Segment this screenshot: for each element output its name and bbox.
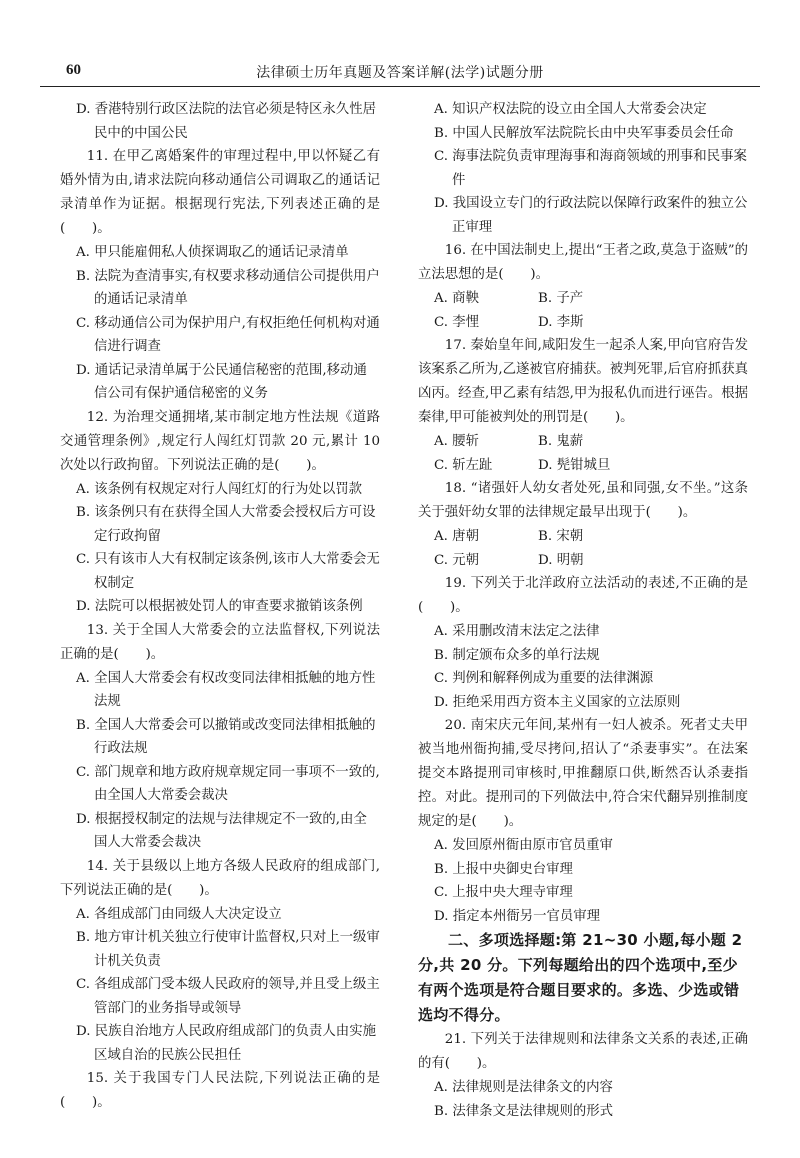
answer-option: B. 鬼薪 <box>538 434 584 449</box>
answer-option: B. 该条例只有在获得全国人大常委会授权后方可设定行政拘留 <box>76 505 376 544</box>
answer-option: D. 明朝 <box>538 552 584 568</box>
answer-option: B. 地方审计机关独立行使审计监督权,只对上一级审计机关负责 <box>76 930 380 969</box>
option-pair <box>418 525 748 549</box>
question-stem: 18. “诸强奸人幼女者处死,虽和同强,女不坐。”这条关于强奸幼女罪的法律规定最早出现于( )。 <box>418 481 748 520</box>
answer-option: A. 各组成部门由同级人大决定设立 <box>76 906 282 922</box>
option-pair <box>418 430 748 454</box>
answer-option: A. 知识产权法院的设立由全国人大常委会决定 <box>434 102 707 117</box>
answer-option: B. 子产 <box>538 291 584 306</box>
left-column <box>60 98 380 1115</box>
answer-option: A. 腰斩 <box>434 434 479 449</box>
answer-option: B. 制定颁布众多的单行法规 <box>434 647 600 663</box>
answer-option: B. 宋朝 <box>538 529 584 544</box>
answer-option: C. 上报中央大理寺审理 <box>434 885 573 900</box>
question-stem: 19. 下列关于北洋政府立法活动的表述,不正确的是( )。 <box>418 576 748 615</box>
option-pair <box>418 549 748 573</box>
answer-option: A. 全国人大常委会有权改变同法律相抵触的地方性法规 <box>76 670 376 709</box>
answer-option: B. 上报中央御史台审理 <box>434 861 573 877</box>
question-stem: 14. 关于县级以上地方各级人民政府的组成部门,下列说法正确的是( )。 <box>60 858 380 898</box>
option-pair <box>418 311 748 335</box>
answer-option: A. 商鞅 <box>434 291 479 306</box>
answer-option: C. 只有该市人大有权制定该条例,该市人大常委会无权制定 <box>76 552 380 591</box>
answer-option: D. 根据授权制定的法规与法律规定不一致的,由全国人大常委会裁决 <box>76 811 367 850</box>
question-stem: 20. 南宋庆元年间,某州有一妇人被杀。死者丈夫甲被当地州衙拘捕,受尽拷问,招认了“杀妻事实”。在法案提交本路提刑司审核时,甲推翻原口供,断然否认杀妻指控。对此。提刑司的下列做法中,符合宋代翻异别推制度规定的是( )。 <box>418 718 748 829</box>
option-pair <box>418 454 748 478</box>
answer-option: C. 海事法院负责审理海事和海商领域的刑事和民事案件 <box>434 149 747 188</box>
question-stem: 12. 为治理交通拥堵,某市制定地方性法规《道路交通管理条例》,规定行人闯红灯罚款 20 元,累计 10 次处以行政拘留。下列说法正确的是( )。 <box>60 409 380 473</box>
answer-option: B. 全国人大常委会可以撤销或改变同法律相抵触的行政法规 <box>76 717 376 756</box>
answer-option: D. 拒绝采用西方资本主义国家的立法原则 <box>434 694 681 710</box>
answer-option: A. 发回原州衙由原市官员重审 <box>434 838 613 853</box>
answer-option: B. 中国人民解放军法院院长由中央军事委员会任命 <box>434 125 734 141</box>
page-header <box>40 50 760 87</box>
answer-option: A. 甲只能雇佣私人侦探调取乙的通话记录清单 <box>76 245 349 260</box>
answer-option: D. 通话记录清单属于公民通信秘密的范围,移动通信公司有保护通信秘密的义务 <box>76 362 367 401</box>
answer-option: A. 法律规则是法律条文的内容 <box>434 1080 613 1095</box>
question-stem: 17. 秦始皇年间,咸阳发生一起杀人案,甲向官府告发该案系乙所为,乙遂被官府捕获。被判死罪,后官府抓获真凶丙。经查,甲乙素有结怨,甲为报私仇而进行诬告。根据秦律,甲可能被判处的刑罚是( )。 <box>418 338 748 425</box>
question-stem: 21. 下列关于法律规则和法律条文关系的表述,正确的有( )。 <box>418 1032 748 1071</box>
answer-option: C. 各组成部门受本级人民政府的领导,并且受上级主管部门的业务指导或领导 <box>76 977 380 1016</box>
answer-option: D. 香港特别行政区法院的法官必须是特区永久性居民中的中国公民 <box>76 102 376 141</box>
section-heading: 二、多项选择题:第 21~30 小题,每小题 2 分,共 20 分。下列每题给出的四个选项中,至少有两个选项是符合题目要求的。多选、少选或错选均不得分。 <box>418 931 743 1024</box>
answer-option: B. 法院为查清事实,有权要求移动通信公司提供用户的通话记录清单 <box>76 268 380 307</box>
answer-option: A. 唐朝 <box>434 529 479 544</box>
question-stem: 13. 关于全国人大常委会的立法监督权,下列说法正确的是( )。 <box>60 622 380 662</box>
answer-option: C. 李悝 <box>434 314 480 330</box>
answer-option: D. 髡钳城旦 <box>538 457 611 473</box>
question-stem: 16. 在中国法制史上,提出“王者之政,莫急于盗贼”的立法思想的是( )。 <box>418 243 748 282</box>
right-column <box>418 98 748 1123</box>
option-pair <box>418 287 748 311</box>
answer-option: C. 判例和解释例成为重要的法律渊源 <box>434 671 654 686</box>
answer-option: D. 李斯 <box>538 314 584 330</box>
book-title: 法律硕士历年真题及答案详解(法学)试题分册 <box>256 65 544 81</box>
answer-option: C. 部门规章和地方政府规章规定同一事项不一致的,由全国人大常委会裁决 <box>76 764 380 803</box>
answer-option: C. 斩左趾 <box>434 457 493 473</box>
answer-option: B. 法律条文是法律规则的形式 <box>434 1103 614 1119</box>
answer-option: D. 民族自治地方人民政府组成部门的负责人由实施区域自治的民族公民担任 <box>76 1024 376 1063</box>
answer-option: A. 采用删改清末法定之法律 <box>434 624 600 639</box>
answer-option: C. 移动通信公司为保护用户,有权拒绝任何机构对通信进行调查 <box>76 315 380 354</box>
answer-option: A. 该条例有权规定对行人闯红灯的行为处以罚款 <box>76 481 362 497</box>
answer-option: D. 我国设立专门的行政法院以保障行政案件的独立公正审理 <box>434 196 748 235</box>
question-stem: 11. 在甲乙离婚案件的审理过程中,甲以怀疑乙有婚外情为由,请求法院向移动通信公司调取乙的通话记录清单作为证据。根据现行宪法,下列表述正确的是( )。 <box>60 149 380 236</box>
answer-option: D. 法院可以根据被处罚人的审查要求撤销该条例 <box>76 599 363 614</box>
answer-option: C. 元朝 <box>434 552 480 568</box>
answer-option: D. 指定本州衙另一官员审理 <box>434 908 601 924</box>
page-number: 60 <box>66 62 81 78</box>
question-stem: 15. 关于我国专门人民法院,下列说法正确的是( )。 <box>60 1071 380 1110</box>
